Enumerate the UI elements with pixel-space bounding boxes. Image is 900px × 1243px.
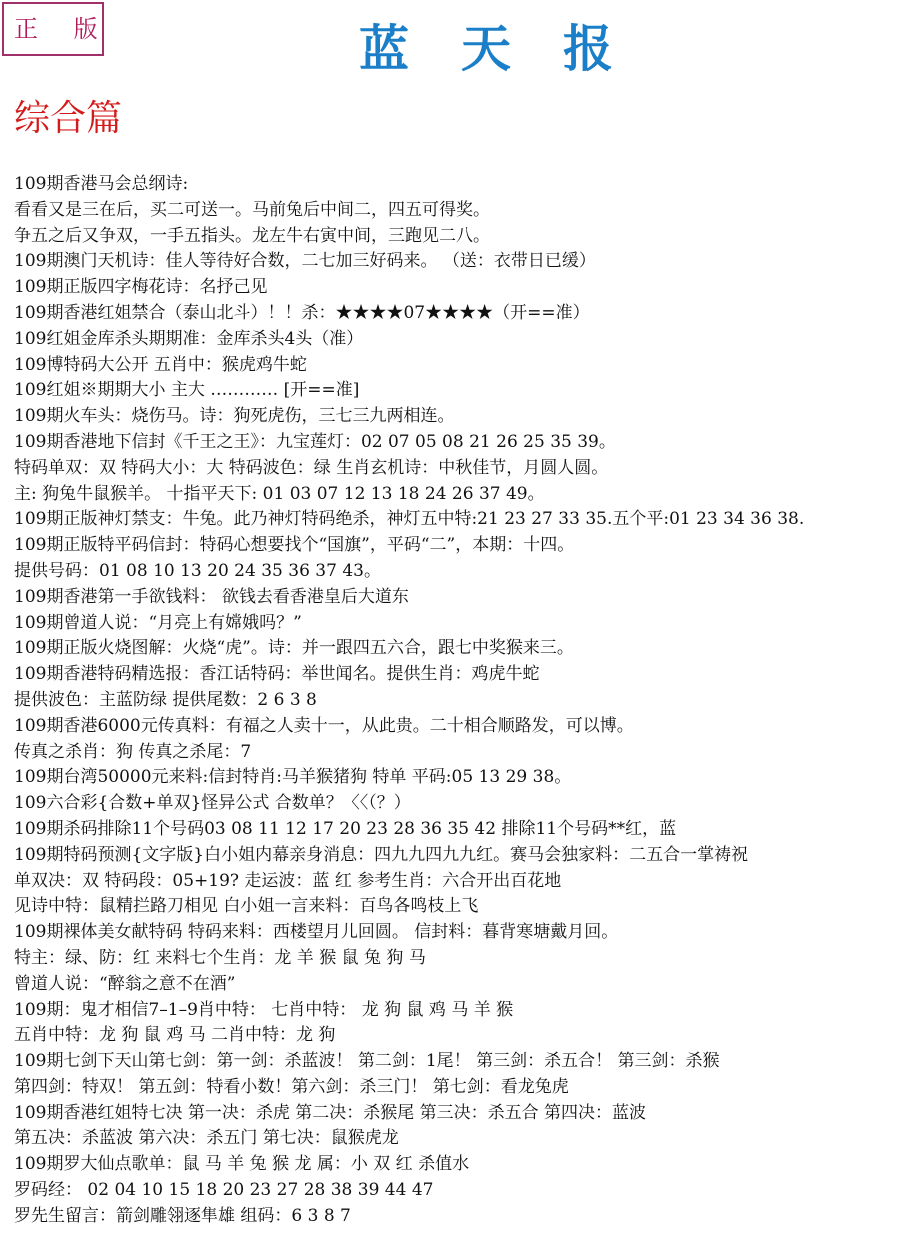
text-line: 罗先生留言：箭剑雕翎逐隼雄 组码：6 3 8 7 [14,1205,351,1226]
text-line: 109期正版特平码信封：特码心想要找个“国旗”，平码“二”，本期：十四。 [14,535,575,556]
text-line: 特码单双：双 特码大小：大 特码波色：绿 生肖玄机诗：中秋佳节，月圆人圆。 [14,457,609,478]
text-line: 109期香港6000元传真料：有福之人卖十一，从此贵。二十相合顺路发，可以博。 [14,715,634,736]
text-line: 罗码经： 02 04 10 15 18 20 23 27 28 38 39 44 47 [14,1180,434,1201]
text-line: 提供波色：主蓝防绿 提供尾数：2 6 3 8 [14,689,317,710]
edition-badge: 正 版 [2,2,104,56]
article-body [14,172,894,1230]
text-line: 109红姐※期期大小 主大 ………… [开==准] [14,380,360,401]
text-line: 主: 狗兔牛鼠猴羊。 十指平天下: 01 03 07 12 13 18 24 26 37 49。 [14,483,545,504]
text-line: 曾道人说：“醉翁之意不在酒” [14,973,236,994]
text-line: 109期：鬼才相信7–1–9肖中特： 七肖中特： 龙 狗 鼠 鸡 马 羊 猴 [14,999,514,1020]
text-line: 提供号码：01 08 10 13 20 24 35 36 37 43。 [14,560,381,581]
text-line: 109期香港特码精选报：香江话特码：举世闻名。提供生肖：鸡虎牛蛇 [14,664,540,685]
text-line: 109期七剑下天山第七剑：第一剑：杀蓝波！ 第二剑：1尾！ 第三剑：杀五合！ 第三剑：杀猴 [14,1051,720,1072]
text-line: 109期正版神灯禁支：牛兔。此乃神灯特码绝杀，神灯五中特:21 23 27 33 35.五个平:01 23 34 36 38. [14,509,805,530]
text-line: 109期香港地下信封《千王之王》：九宝莲灯：02 07 05 08 21 26 25 35 39。 [14,431,616,452]
text-line: 109期正版四字梅花诗：名抒己见 [14,277,268,298]
text-line: 109期罗大仙点歌单：鼠 马 羊 兔 猴 龙 属：小 双 红 杀值水 [14,1154,470,1175]
text-line: 109红姐金库杀头期期准：金库杀头4头（准） [14,328,364,349]
text-line: 109期香港马会总纲诗: [14,174,189,194]
text-line: 传真之杀肖：狗 传真之杀尾：7 [14,741,252,762]
text-line: 看看又是三在后，买二可送一。马前兔后中间二，四五可得奖。 [14,199,490,220]
text-line: 109博特码大公开 五肖中：猴虎鸡牛蛇 [14,354,307,375]
text-line: 109期杀码排除11个号码03 08 11 12 17 20 23 28 36 35 42 排除11个号码**红，蓝 [14,818,677,839]
text-line: 109期香港红姐禁合（泰山北斗）！！杀：★★★★07★★★★（开==准） [14,302,590,323]
text-line: 109期曾道人说：“月亮上有嫦娥吗？” [14,612,302,633]
text-line: 五肖中特：龙 狗 鼠 鸡 马 二肖中特：龙 狗 [14,1025,336,1046]
text-line: 109六合彩{合数+单双}怪异公式 合数单？〈〈（？） [14,793,411,814]
text-line: 争五之后又争双，一手五指头。龙左牛右寅中间，三跑见二八。 [14,225,490,246]
text-line: 109期裸体美女献特码 特码来料：西楼望月儿回圆。 信封料：暮背寒塘戴月回。 [14,922,619,943]
section-title: 综合篇 [14,98,123,139]
text-line: 109期香港红姐特七决 第一决：杀虎 第二决：杀猴尾 第三决：杀五合 第四决：蓝波 [14,1102,647,1123]
text-line: 第四剑：特双！ 第五剑：特看小数！第六剑：杀三门！ 第七剑：看龙兔虎 [14,1076,569,1097]
text-line: 109期香港第一手欲钱料： 欲钱去看香港皇后大道东 [14,586,409,607]
text-line: 单双决：双 特码段：05+19? 走运波：蓝 红 参考生肖：六合开出百花地 [14,870,562,891]
text-line: 109期特码预测{文字版}白小姐内幕亲身消息：四九九四九九红。赛马会独家料：二五合一掌祷祝 [14,844,749,865]
page-title: 蓝天报 [359,19,665,78]
text-line: 109期火车头：烧伤马。诗：狗死虎伤，三七三九两相连。 [14,406,455,427]
text-line: 特主：绿、防：红 来料七个生肖：龙 羊 猴 鼠 兔 狗 马 [14,947,426,968]
text-line: 109期澳门天机诗：佳人等待好合数，二七加三好码来。 （送：衣带日已缓） [14,251,596,272]
text-line: 见诗中特：鼠精拦路刀相见 白小姐一言来料：百鸟各鸣枝上飞 [14,896,479,917]
text-line: 109期台湾50000元来料:信封特肖:马羊猴猪狗 特单 平码:05 13 29 38。 [14,767,572,788]
text-line: 第五决：杀蓝波 第六决：杀五门 第七决：鼠猴虎龙 [14,1128,399,1149]
text-line: 109期正版火烧图解：火烧“虎”。诗：并一跟四五六合，跟七中奖猴来三。 [14,638,574,659]
